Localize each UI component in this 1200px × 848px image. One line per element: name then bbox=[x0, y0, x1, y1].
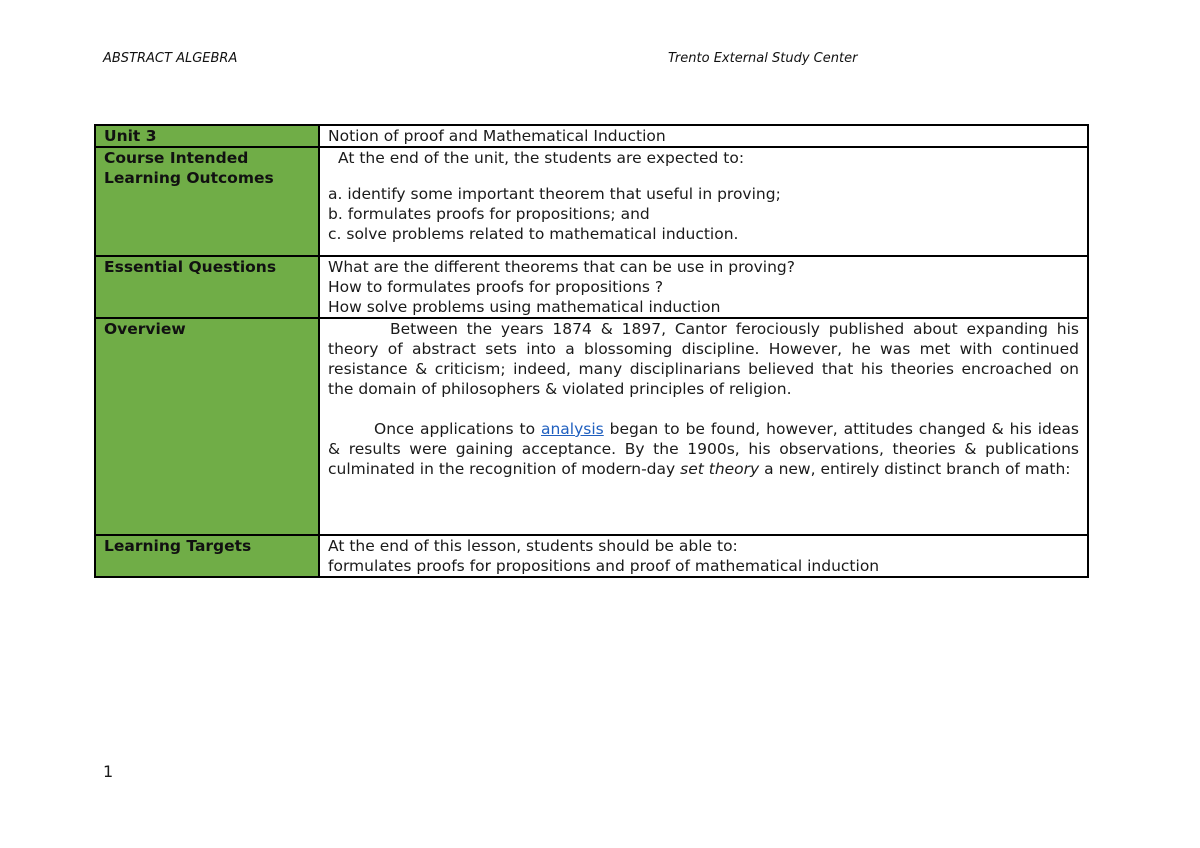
overview-label: Overview bbox=[95, 318, 319, 535]
cilo-item-a: a. identify some important theorem that useful in proving; bbox=[328, 185, 781, 203]
overview-content bbox=[319, 318, 1088, 535]
unit-title: Notion of proof and Mathematical Induction bbox=[319, 125, 1088, 147]
overview-p2-middle: began to be found, however, attitudes changed & his ideas & results were gaining acceptance. By the 1900s, his observations, theories & publications culminated in the recognition of modern-day bbox=[328, 420, 1079, 478]
row-overview bbox=[95, 318, 1088, 535]
essential-q3: How solve problems using mathematical induction bbox=[328, 298, 721, 316]
row-learning-targets bbox=[95, 535, 1088, 577]
row-essential-questions bbox=[95, 256, 1088, 318]
targets-line-1: At the end of this lesson, students should be able to: bbox=[328, 537, 738, 555]
targets-label: Learning Targets bbox=[95, 535, 319, 577]
targets-content bbox=[319, 535, 1088, 577]
cilo-label: Course Intended Learning Outcomes bbox=[95, 147, 319, 256]
overview-paragraph-1: Between the years 1874 & 1897, Cantor ferociously published about expanding his theory of abstract sets into a blossoming discipline. However, he was met with continued resistance & criticism; indeed, many disciplinarians believed that his theories encroached on the domain of philosophers & violated principles of religion. bbox=[328, 320, 1079, 398]
page-number: 1 bbox=[103, 762, 114, 781]
cilo-content bbox=[319, 147, 1088, 256]
targets-line-2: formulates proofs for propositions and proof of mathematical induction bbox=[328, 557, 880, 575]
header-course-title: ABSTRACT ALGEBRA bbox=[103, 51, 238, 66]
cilo-item-b: b. formulates proofs for propositions; and bbox=[328, 205, 650, 223]
unit-label: Unit 3 bbox=[95, 125, 319, 147]
row-unit bbox=[95, 125, 1088, 147]
overview-p2-before: Once applications to bbox=[374, 420, 541, 438]
cilo-item-c: c. solve problems related to mathematical induction. bbox=[328, 225, 739, 243]
row-cilo bbox=[95, 147, 1088, 256]
essential-label: Essential Questions bbox=[95, 256, 319, 318]
cilo-intro: At the end of the unit, the students are expected to: bbox=[338, 149, 745, 167]
unit-table bbox=[94, 124, 1089, 578]
essential-q1: What are the different theorems that can be use in proving? bbox=[328, 258, 795, 276]
set-theory-term: set theory bbox=[680, 460, 760, 478]
essential-content bbox=[319, 256, 1088, 318]
essential-q2: How to formulates proofs for propositions ? bbox=[328, 278, 664, 296]
overview-p2-after: a new, entirely distinct branch of math: bbox=[759, 460, 1071, 478]
header-study-center: Trento External Study Center bbox=[668, 51, 858, 66]
overview-paragraph-2 bbox=[328, 419, 1079, 479]
analysis-link[interactable]: analysis bbox=[540, 420, 604, 438]
